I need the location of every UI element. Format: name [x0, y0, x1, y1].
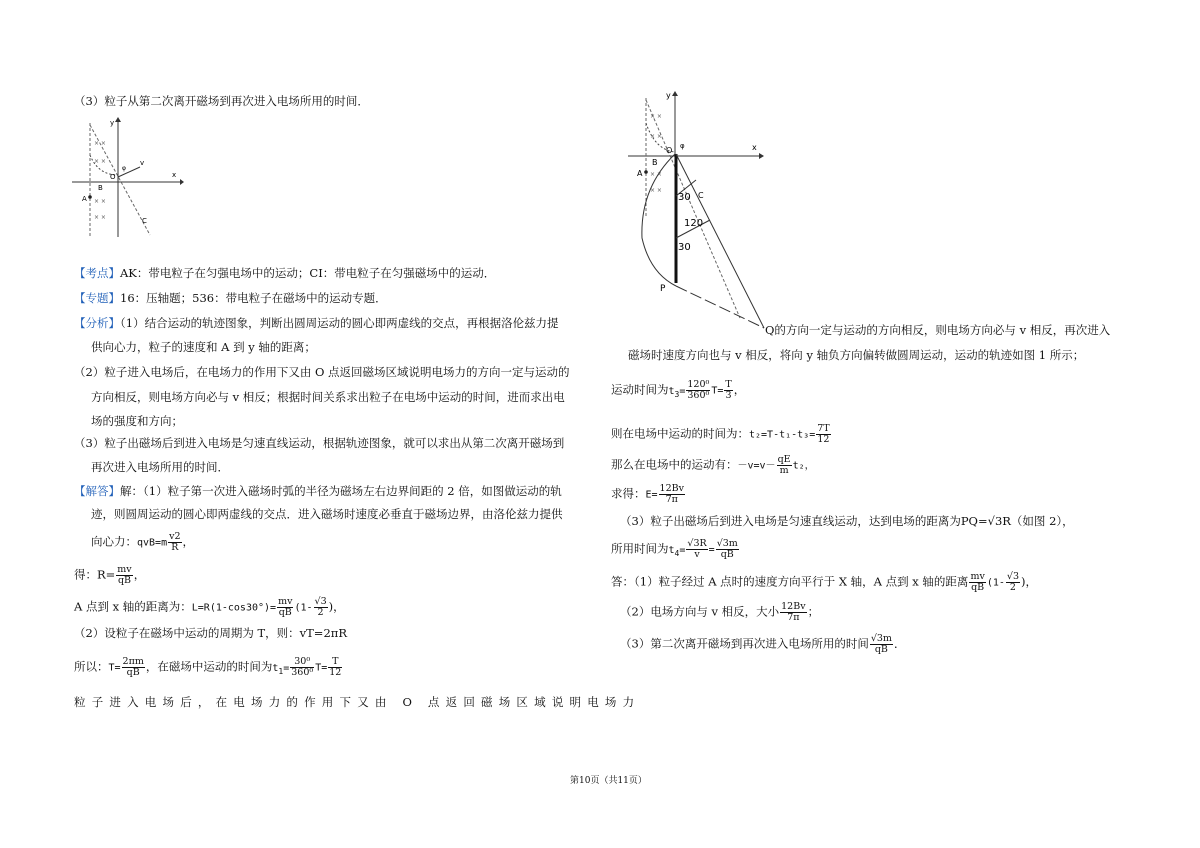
answer-1: 答：（1）粒子经过 A 点时的速度方向平行于 X 轴，A 点到 x 轴的距离 $\frac{mv}{qB}$ (1- $\frac{√3}{2}$ )，	[611, 571, 1037, 593]
eq-t4: 所用时间为$t_4=$ $\frac{√3R}{v}$ = $\frac{√3m}{qB}$	[611, 538, 738, 560]
fig-big-y: y	[666, 91, 671, 100]
figure-trajectory	[620, 88, 770, 338]
q2-period: （2）设粒子在磁场中运动的周期为 T，则：vT=2πR	[74, 626, 347, 640]
fenxi1b: 供向心力，粒子的速度和 A 到 y 轴的距离；	[91, 340, 316, 354]
svg-text:× ×: × ×	[650, 171, 662, 178]
svg-text:× ×: × ×	[94, 158, 106, 165]
r7: （3）粒子出磁场后到进入电场是匀速直线运动，达到电场的距离为PQ=√3R（如图 2），	[620, 514, 1074, 528]
fig-big-A: A	[637, 169, 643, 178]
zhuanti-line: 【专题】16：压轴题；536：带电粒子在磁场中的运动专题．	[74, 291, 387, 305]
fig-small-y: y	[110, 119, 115, 127]
last-line: 粒子进入电场后，在电场力的作用下又由 O 点返回磁场区域说明电场力	[74, 695, 641, 709]
fenxi3a: （3）粒子出磁场后到进入电场是匀速直线运动，根据轨迹图象，就可以求出从第二次离开磁场到	[74, 436, 565, 450]
fig-big-30b: 30	[678, 242, 691, 253]
svg-text:× ×: × ×	[650, 187, 662, 194]
r2: 磁场时速度方向也与 v 相反，将向 y 轴负方向偏转做圆周运动，运动的轨迹如图 1 所示；	[628, 348, 1085, 362]
fenxi2c: 场的强度和方向；	[91, 414, 183, 428]
svg-text:× ×: × ×	[94, 214, 106, 221]
fenxi3b: 再次进入电场所用的时间．	[91, 460, 229, 474]
eq-E: 求得：E= $\frac{12Bv}{7\pi}$	[611, 483, 684, 505]
fenxi2b: 方向相反，则电场方向必与 v 相反；根据时间关系求出粒子在电场中运动的时间，进而求出电	[91, 390, 565, 404]
fig-small-C: C	[142, 217, 147, 225]
jieda-line: 【解答】解：（1）粒子第一次进入磁场时弧的半径为磁场左右边界间距的 2 倍，如图做运动的轨	[74, 484, 562, 498]
page-footer: 第10页（共11页）	[570, 776, 647, 786]
eq-lorentz: 向心力：qvB=m $\frac{v2}{R}$ ，	[91, 531, 195, 553]
fig-big-P: P	[660, 284, 666, 294]
fig-small-B: B	[98, 184, 103, 192]
eq-motion: 那么在电场中的运动有：－v=v－ $\frac{qE}{m}$ t₂，	[611, 454, 815, 476]
eq-t3: 运动时间为$t_3=$ $\frac{\text{120⁰}}{\text{360⁰}}$ T= $\frac{T}{3}$ ，	[611, 379, 746, 401]
kaodian-line: 【考点】AK：带电粒子在匀强电场中的运动；CI：带电粒子在匀强磁场中的运动．	[74, 266, 496, 280]
eq-radius: 得：R= $\frac{mv}{qB}$ ，	[74, 564, 146, 586]
fig-small-A: A	[82, 195, 87, 203]
svg-text:× ×: × ×	[650, 113, 662, 120]
svg-text:× ×: × ×	[650, 133, 662, 140]
figure-small	[70, 115, 185, 240]
fenxi2a: （2）粒子进入电场后，在电场力的作用下又由 O 点返回磁场区域说明电场力的方向一定与运动的	[74, 365, 570, 379]
fig-big-B: B	[652, 158, 658, 167]
fig-small-x: x	[172, 171, 177, 179]
fig-big-phi: φ	[680, 142, 685, 150]
fig-small-O: O	[110, 173, 116, 181]
fig-small-v: v	[140, 159, 145, 167]
fig-big-30a: 30	[678, 192, 691, 203]
svg-text:× ×: × ×	[94, 198, 106, 205]
fig-big-O: O	[666, 146, 673, 155]
fig-big-120: 120	[684, 218, 704, 229]
eq-distance: A 点到 x 轴的距离为：L=R(1-cos30°)= $\frac{mv}{qB}$ (1- $\frac{√3}{2}$ )，	[74, 596, 345, 618]
fenxi-line: 【分析】（1）结合运动的轨迹图象，判断出圆周运动的圆心即两虚线的交点，再根据洛伦兹力提	[74, 316, 559, 330]
jieda1b: 迹，则圆周运动的圆心即两虚线的交点．进入磁场时速度必垂直于磁场边界，由洛伦兹力提供	[91, 507, 563, 521]
svg-text:× ×: × ×	[94, 140, 106, 147]
answer-2: （2）电场方向与 v 相反，大小 $\frac{12Bv}{7\pi}$ ；	[620, 601, 820, 623]
fig-big-x: x	[752, 143, 757, 152]
question-3: （3）粒子从第二次离开磁场到再次进入电场所用的时间．	[74, 94, 369, 108]
eq-t2: 则在电场中运动的时间为：t₂=T-t₁-t₃= $\frac{7T}{12}$	[611, 423, 830, 445]
r1: Q的方向一定与运动的方向相反，则电场方向必与 v 相反，再次进入	[765, 323, 1111, 337]
answer-3: （3）第二次离开磁场到再次进入电场所用的时间 $\frac{√3m}{qB}$ ．	[620, 633, 906, 655]
fig-big-C: C	[698, 191, 704, 200]
eq-period: 所以：T= $\frac{2\pi m}{qB}$ ，在磁场中运动的时间为$t_1=$ $\frac{\text{30⁰}}{\text{360⁰}}$ T= $\frac{T}{12}$	[74, 656, 342, 678]
fig-small-phi: φ	[122, 165, 126, 172]
